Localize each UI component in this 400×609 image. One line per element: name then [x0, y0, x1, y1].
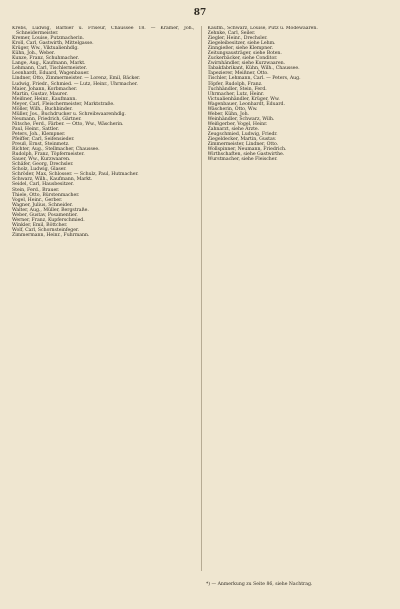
directory-entry: Zwirnhändler, siehe Kurzwaaren.	[207, 61, 286, 67]
footnote: *) — Anmerkung zu Seite 86, siehe Nachtrag.	[206, 581, 313, 587]
directory-entry: Maier, Johann, Korbmacher.	[12, 86, 78, 92]
directory-entry: Walter, Aug., Müller, Bergstraße.	[12, 207, 89, 213]
directory-entry: Lehmann, Carl, Tischlermeister.	[12, 66, 87, 72]
directory-entry: Lange, Aug., Kaufmann, Markt.	[12, 61, 86, 67]
directory-entry: Ziegeleibesitzer, siehe Lehm.	[207, 41, 276, 47]
directory-entry: Krüger, Ww., Viktualienhdlg.	[12, 46, 79, 52]
directory-entry: Seidel, Carl, Hausbesitzer.	[12, 182, 74, 188]
directory-entry: Kühn, Joh., Weber.	[12, 51, 55, 57]
directory-entry: Müller, Jos., Buchdrucker u. Schreibwaarenhdlg.	[12, 111, 126, 117]
directory-entry: Weber, Kühn, Joh.	[207, 111, 249, 117]
directory-entry: Ziegeldecker, Martin, Gustav.	[207, 137, 277, 143]
directory-entry: Preuß, Ernst, Steinmetz.	[12, 142, 70, 148]
directory-entry: Sauer, Ww., Kurzwaaren.	[12, 157, 71, 163]
directory-entry: Kunze, Franz, Schuhmacher.	[12, 56, 79, 62]
directory-entry: Wolf, Carl, Schornsteinfeger.	[12, 227, 80, 233]
directory-entry: Weißgerber, Vogel, Heinr.	[207, 121, 268, 127]
directory-entry: Thiele, Otto, Bürstenmacher.	[12, 192, 80, 198]
directory-entry: Richter, Aug., Stellmacher, Chaussee.	[12, 147, 100, 153]
directory-entry: Schäfer, Georg, Drechsler.	[12, 162, 74, 168]
directory-entry: Meißner, Heinr., Kaufmann.	[12, 96, 77, 102]
directory-entry: Martin, Gustav, Maurer.	[12, 91, 68, 97]
directory-entry: Werner, Franz, Kupferschmied.	[12, 217, 85, 223]
directory-entry: Wollspinner, Neumann, Friedrich.	[207, 147, 287, 153]
column-divider	[201, 26, 202, 571]
directory-entry: Zinngießer, siehe Klempner.	[207, 46, 274, 52]
directory-entry: Pfeiffer, Carl, Seifensieder.	[12, 137, 75, 143]
directory-entry: Stein, Ferd., Brauer.	[12, 187, 60, 193]
directory-entry: Wagner, Julius, Schneider.	[12, 202, 73, 208]
directory-entry: Schröder, Max, Schlosser. — Schulz, Paul, Hutmacher.	[12, 172, 139, 178]
directory-entry: Tabakfabrikant, Kühn, Wilh., Chaussee.	[207, 66, 300, 72]
right-column	[208, 26, 391, 571]
directory-entry: Winkler, Emil, Böttcher.	[12, 222, 68, 228]
directory-entry: Zeugschmied, Ludwig, Friedr.	[207, 131, 278, 137]
directory-entry: Ludwig, Friedr., Schmied. — Lutz, Heinr., Uhrmacher.	[12, 81, 138, 87]
directory-entry: Möller, Wilh., Buchbinder.	[12, 106, 73, 112]
directory-entry: Victualienhändler, Krüger, Ww.	[207, 96, 280, 102]
directory-entry: Kaufm., Schwarz, Louise, Putz u. Modewaaren.	[207, 26, 318, 31]
directory-entry: Neumann, Friedrich, Gärtner.	[12, 116, 82, 122]
directory-entry: Zahnarzt, siehe Ärzte.	[207, 126, 260, 132]
directory-entry: Vogel, Heinr., Gerber.	[12, 197, 63, 203]
directory-entry: Leonhardt, Eduard, Wagenbauer.	[12, 71, 90, 77]
directory-entry: Peters, Joh., Klempner.	[12, 131, 66, 137]
directory-entry: Paul, Heinr., Sattler.	[12, 126, 59, 132]
directory-entry: Tuchhändler, Stein, Ferd.	[207, 86, 267, 92]
directory-entry: Tapezierer, Meißner, Otto.	[207, 71, 269, 77]
directory-entry: Wurstmacher, siehe Fleischer.	[207, 157, 278, 163]
directory-entry: Kremer, Louise, Putzmacherin.	[12, 36, 85, 42]
directory-entry: Ziegler, Heinr., Drechsler.	[207, 36, 268, 42]
directory-entry: Zeitungsausträger, siehe Boten.	[207, 51, 282, 57]
directory-entry: Wäscherin, Otto, Ww.	[207, 106, 258, 112]
directory-entry: Wirthschaften, siehe Gastwirthe.	[207, 152, 285, 158]
directory-entry: Schwarz, Wilh., Kaufmann, Markt.	[12, 177, 93, 183]
directory-entry: Rudolph, Franz, Töpfermeister.	[12, 152, 85, 158]
directory-entry: Nitsche, Ferd., Färber. — Otto, Ww., Wäscherin.	[12, 121, 124, 127]
directory-entry: Scholz, Ludwig, Glaser.	[12, 167, 67, 173]
left-column	[12, 26, 195, 571]
directory-entry: Weber, Gustav, Posamentier.	[12, 212, 78, 218]
directory-entry: Krebs, Ludwig, Barbier u. Friseur, Chaussee 18. — Kramer, Joh., Schneidermeister.	[12, 26, 195, 37]
directory-entry: Kroll, Carl, Gastwirth, Mittelgasse.	[12, 41, 94, 47]
text-columns	[12, 26, 390, 571]
directory-entry: Zehnke, Carl, Seiler.	[207, 31, 256, 37]
directory-entry: Meyer, Carl, Fleischermeister, Marktstraße.	[12, 101, 115, 107]
directory-entry: Zuckerbäcker, siehe Conditor.	[207, 56, 278, 62]
directory-entry: Lindner, Otto, Zimmermeister. — Lorenz, Emil, Bäcker.	[12, 76, 141, 82]
directory-entry: Wagenbauer, Leonhardt, Eduard.	[207, 101, 285, 107]
directory-entry: Tischler, Lehmann, Carl. — Peters, Aug.	[207, 76, 301, 82]
directory-entry: Weinhändler, Schwarz, Wilh.	[207, 116, 275, 122]
directory-entry: Zimmermann, Heinr., Fuhrmann.	[12, 232, 90, 238]
directory-entry: Zimmermeister, Lindner, Otto.	[207, 142, 279, 148]
directory-entry: Töpfer, Rudolph, Franz.	[207, 81, 263, 87]
page-number: 87	[193, 8, 207, 18]
directory-entry: Uhrmacher, Lutz, Heinr.	[207, 91, 264, 97]
